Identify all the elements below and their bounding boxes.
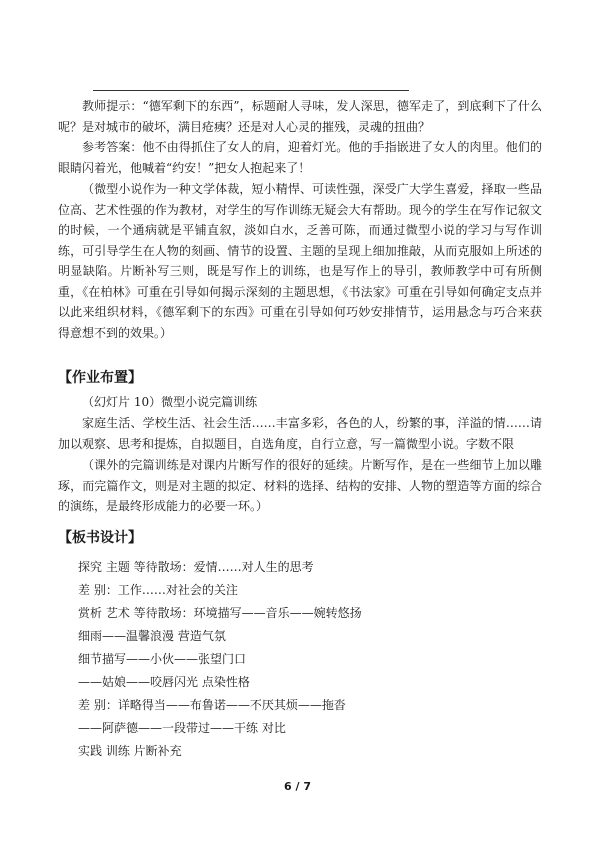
board-line: 探究 主题 等待散场：爱情……对人生的思考	[78, 560, 314, 574]
homework-heading: 【作业布置】	[58, 370, 142, 386]
homework-note: （课外的完篇训练是对课内片断写作的很好的延续。片断写作，是在一些细节上加以雕琢，而完篇作文，则是对主题的拟定、材料的选择、结构的安排、人物的塑造等方面的综合的演练，是最终形成能力的必要一环。）	[58, 458, 542, 513]
page-number: 6 / 7	[284, 780, 311, 793]
board-line: 细节描写——小伙——张望门口	[78, 652, 247, 666]
commentary-paragraph: （微型小说作为一种文学体裁，短小精悍、可读性强，深受广大学生喜爱，择取一些品位高、艺术性强的作为教材，对学生的写作训练无疑会大有帮助。现今的学生在写作记叙文的时候，一个通病就是平铺直叙，淡如白水，乏善可陈，而通过微型小说的学习与写作训练，可引导学生在人物的刻画、情节的设置、主题的呈现上细加推敲，从而克服如上所述的明显缺陷。片断补写三则，既是写作上的训练，也是写作上的导引，教师教学中可有所侧重，《在柏林》可重在引导如何揭示深刻的主题思想，《书法家》可重在引导如何确定支点并以此来组织材料，《德军剩下的东西》可重在引导如何巧妙安排情节，运用悬念与巧合来获得意想不到的效果。）	[58, 182, 542, 340]
board-line: 差 别：详略得当——布鲁诺——不厌其烦——拖沓	[78, 698, 346, 712]
separator-line	[93, 90, 409, 91]
homework-task: 家庭生活、学校生活、社会生活……丰富多彩，各色的人，纷繁的事，洋溢的情……请加以观察、思考和提炼，自拟题目，自选角度，自行立意，写一篇微型小说。字数不限	[58, 416, 542, 451]
board-line: 细雨——温馨浪漫 营造气氛	[78, 629, 226, 643]
board-line: ——阿萨德——一段带过——干练 对比	[78, 721, 286, 735]
board-line: 实践 训练 片断补充	[78, 744, 182, 758]
board-line: ——姑娘——咬唇闪光 点染性格	[78, 675, 250, 689]
board-heading: 【板书设计】	[58, 530, 142, 546]
homework-slide-line: （幻灯片 10）微型小说完篇训练	[82, 395, 258, 409]
board-line: 差 别：工作……对社会的关注	[78, 583, 238, 597]
board-line: 赏析 艺术 等待散场：环境描写——音乐——婉转悠扬	[78, 606, 362, 620]
reference-answer: 参考答案：他不由得抓住了女人的肩，迎着灯光。他的手指嵌进了女人的肉里。他们的眼睛闪着光，他喊着“约安！”把女人抱起来了！	[58, 140, 542, 175]
teacher-tip: 教师提示：“德军剩下的东西”，标题耐人寻味，发人深思，德军走了，到底剩下了什么呢？是对城市的破坏，满目疮痍？还是对人心灵的摧残，灵魂的扭曲？	[58, 99, 542, 134]
